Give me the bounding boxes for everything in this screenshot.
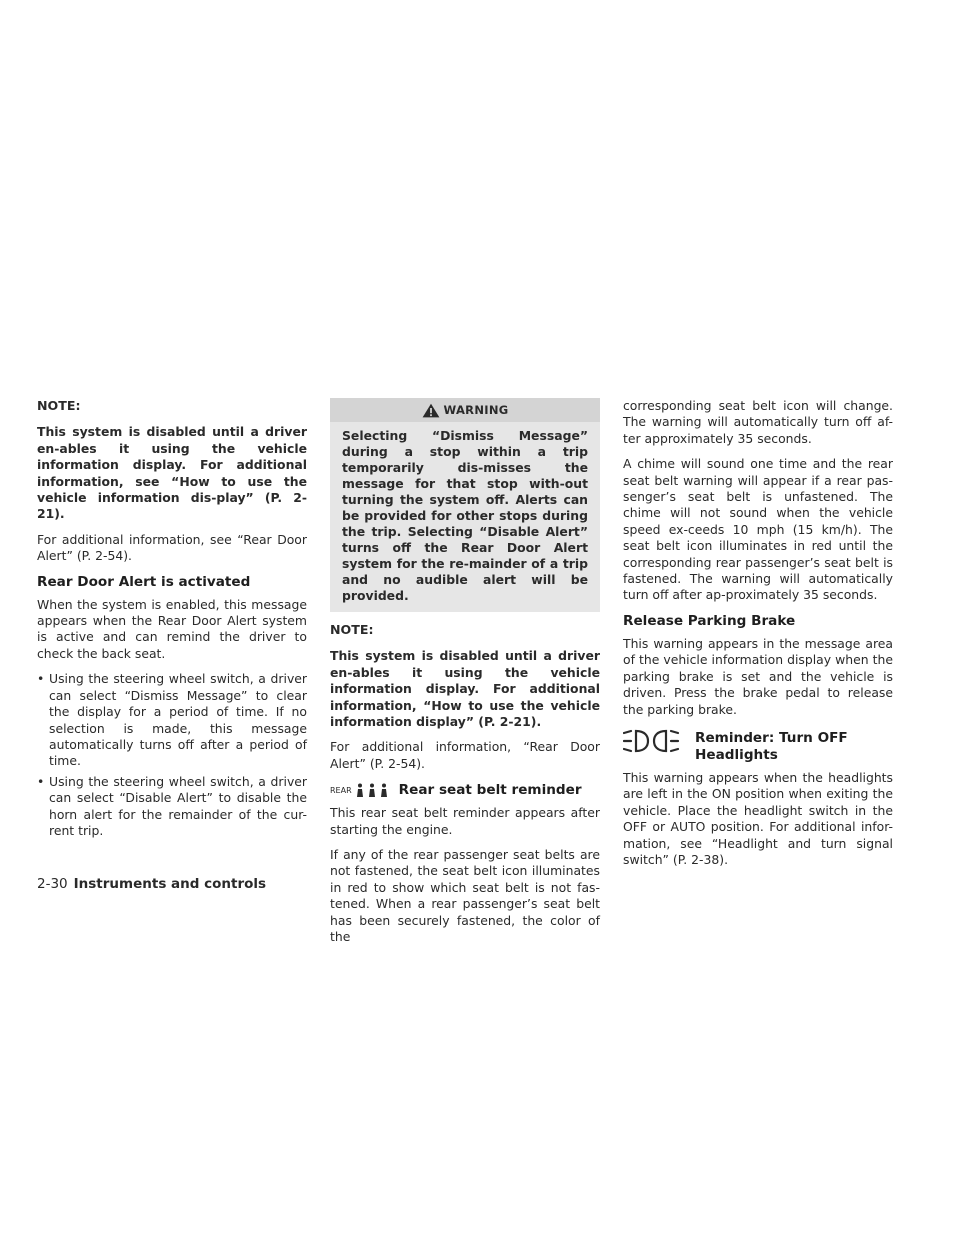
note-body: This system is disabled until a driver en-ables it using the vehicle information display. For additional information, see “How to use the vehicle information dis-play” (P. 2-21). (37, 424, 307, 522)
bullet-list (37, 671, 307, 839)
headlight-paragraph: This warning appears when the headlights are left in the ON position when exiting the vehicle. Place the headlight switch in the OFF or AUTO position. For additional infor-mation, see “Headlight and turn signal switch” (P. 2-38). (623, 769, 893, 867)
seatbelt-heading (330, 782, 600, 799)
column-middle (330, 398, 600, 955)
bullet-item: • Using the steering wheel switch, a driver can select “Disable Alert” to disable the horn alert for the remainder of the cur-rent trip. (37, 774, 307, 840)
info-reference: For additional information, see “Rear Door Alert” (P. 2-54). (37, 531, 307, 564)
warning-header (330, 398, 600, 422)
continued-paragraph: corresponding seat belt icon will change. The warning will automatically turn off af-ter approximately 35 seconds. (623, 398, 893, 446)
warning-triangle-icon (422, 403, 440, 418)
headlight-on-icon (623, 728, 687, 754)
info-reference: For additional information, “Rear Door Alert” (P. 2-54). (330, 739, 600, 771)
rear-label-icon-text: REAR (330, 785, 352, 795)
rear-seatbelt-icon (330, 783, 391, 799)
warning-label: WARNING (443, 402, 509, 417)
page-number: 2-30 (37, 876, 68, 892)
column-right (623, 398, 893, 877)
brake-paragraph: This warning appears in the message area of the vehicle information display when the parking brake is set and the vehicle is driven. Press the brake pedal to release the parking brake. (623, 635, 893, 717)
headlight-title-line-1: Reminder: Turn OFF (695, 729, 848, 746)
headlight-title-line-2: Headlights (695, 746, 778, 763)
section-body: When the system is enabled, this message appears when the Rear Door Alert system is active and can remind the driver to check the back seat. (37, 596, 307, 661)
note-body: This system is disabled until a driver en-ables it using the vehicle information display. For additional information, “How to use the vehicle information display” (P. 2-21). (330, 648, 600, 730)
column-left (37, 398, 307, 848)
footer-section-title: Instruments and controls (73, 876, 267, 892)
chime-paragraph: A chime will sound one time and the rear seat belt warning will appear if a rear pas-senger’s seat belt is unfastened. The chime will not sound when the vehicle speed ex-ceeds 10 mph (15 km/h). The seat belt icon illuminates in red until the corresponding rear passenger’s seat belt is fastened. The warning will automatically turn off after ap-proximately 35 seconds. (623, 456, 893, 603)
seatbelt-paragraph: This rear seat belt reminder appears after starting the engine. (330, 805, 600, 837)
section-title-release-parking-brake: Release Parking Brake (623, 612, 796, 629)
seatbelt-paragraph: If any of the rear passenger seat belts are not fastened, the seat belt icon illuminates in red to show which seat belt is not fas-tened. When a rear passenger’s seat belt has been securely fastened, the color of the (330, 847, 600, 945)
warning-box (330, 398, 600, 612)
headlight-icon (623, 728, 687, 754)
bullet-item: • Using the steering wheel switch, a driver can select “Dismiss Message” to clear the display for a period of time. If no selection is made, this message automatically turns off after a period of time. (37, 671, 307, 769)
warning-text: Selecting “Dismiss Message” during a stop within a trip temporarily dis-misses the message for that stop with-out turning the system off. Alerts can be provided for other stops during the trip. Selecting “Disable Alert” turns off the Rear Door Alert system for the re-mainder of a trip and no audible alert will be provided. (342, 428, 588, 603)
warning-body (330, 422, 600, 612)
seatbelt-person-icon (355, 783, 391, 798)
headlight-heading (623, 730, 893, 764)
section-title-headlights (695, 730, 848, 764)
section-title-rear-seat-belt: Rear seat belt reminder (398, 782, 582, 799)
note-heading: NOTE: (330, 622, 374, 637)
section-title-rear-door-alert: Rear Door Alert is activated (37, 573, 251, 590)
note-heading: NOTE: (37, 398, 81, 413)
page-footer (37, 876, 266, 892)
